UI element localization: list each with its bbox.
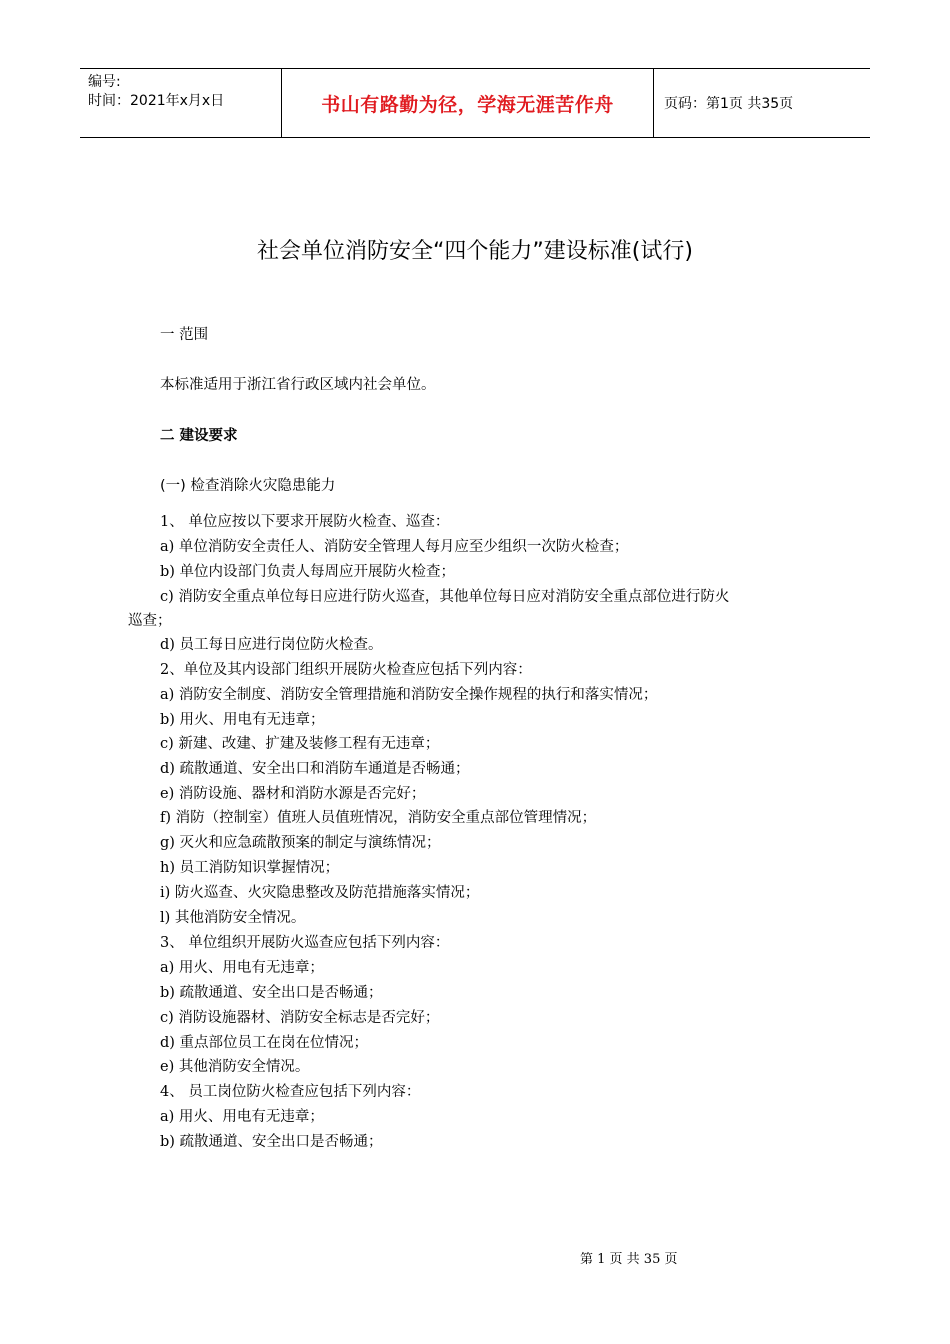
list-item: 3、 单位组织开展防火巡查应包括下列内容： — [160, 935, 450, 951]
header-left-cell — [80, 69, 282, 137]
list-item: b) 用火、用电有无违章； — [160, 712, 325, 728]
list-item: l) 其他消防安全情况。 — [160, 910, 306, 926]
list-item: f) 消防（控制室）值班人员值班情况，消防安全重点部位管理情况； — [160, 810, 597, 826]
section-heading-requirements: 二 建设要求 — [160, 428, 238, 444]
document-title: 社会单位消防安全“四个能力”建设标准(试行) — [257, 239, 693, 264]
list-item: i) 防火巡查、火灾隐患整改及防范措施落实情况； — [160, 885, 480, 901]
page-header — [80, 68, 870, 138]
list-item: b) 疏散通道、安全出口是否畅通； — [160, 985, 383, 1001]
list-item: e) 其他消防安全情况。 — [160, 1059, 310, 1075]
number-label: 编号: — [88, 74, 121, 90]
list-item: 2、单位及其内设部门组织开展防火检查应包括下列内容： — [160, 662, 532, 678]
list-item: d) 疏散通道、安全出口和消防车通道是否畅通； — [160, 761, 470, 777]
page-footer: 第 1 页 共 35 页 — [580, 1252, 678, 1267]
list-item: d) 员工每日应进行岗位防火检查。 — [160, 637, 383, 653]
list-item: 1、 单位应按以下要求开展防火检查、巡查： — [160, 514, 450, 530]
list-item: c) 消防安全重点单位每日应进行防火巡查，其他单位每日应对消防安全重点部位进行防火 — [160, 589, 730, 605]
list-item: c) 消防设施器材、消防安全标志是否完好； — [160, 1010, 440, 1026]
list-item: a) 用火、用电有无违章； — [160, 960, 324, 976]
list-item: b) 疏散通道、安全出口是否畅通； — [160, 1134, 383, 1150]
list-item: g) 灭火和应急疏散预案的制定与演练情况； — [160, 835, 441, 851]
time-label: 时间：2021年x月x日 — [88, 93, 225, 109]
list-item: h) 员工消防知识掌握情况； — [160, 860, 340, 876]
list-item: a) 用火、用电有无违章； — [160, 1109, 324, 1125]
list-item: a) 消防安全制度、消防安全管理措施和消防安全操作规程的执行和落实情况； — [160, 687, 658, 703]
header-page-info: 页码：第1页 共35页 — [664, 96, 794, 112]
list-item: e) 消防设施、器材和消防水源是否完好； — [160, 786, 426, 802]
header-motto-cell — [282, 69, 654, 137]
subsection-heading: (一) 检查消除火灾隐患能力 — [160, 478, 336, 494]
list-item-continuation: 巡查； — [128, 613, 172, 629]
section-heading-scope: 一 范围 — [160, 327, 209, 343]
list-item: c) 新建、改建、扩建及装修工程有无违章； — [160, 736, 440, 752]
list-item: d) 重点部位员工在岗在位情况； — [160, 1035, 369, 1051]
motto-text: 书山有路勤为径，学海无涯苦作舟 — [321, 93, 614, 116]
list-item: a) 单位消防安全责任人、消防安全管理人每月应至少组织一次防火检查； — [160, 539, 629, 555]
list-item: 4、 员工岗位防火检查应包括下列内容： — [160, 1084, 421, 1100]
paragraph: 本标准适用于浙江省行政区域内社会单位。 — [160, 377, 436, 393]
list-item: b) 单位内设部门负责人每周应开展防火检查； — [160, 564, 456, 580]
